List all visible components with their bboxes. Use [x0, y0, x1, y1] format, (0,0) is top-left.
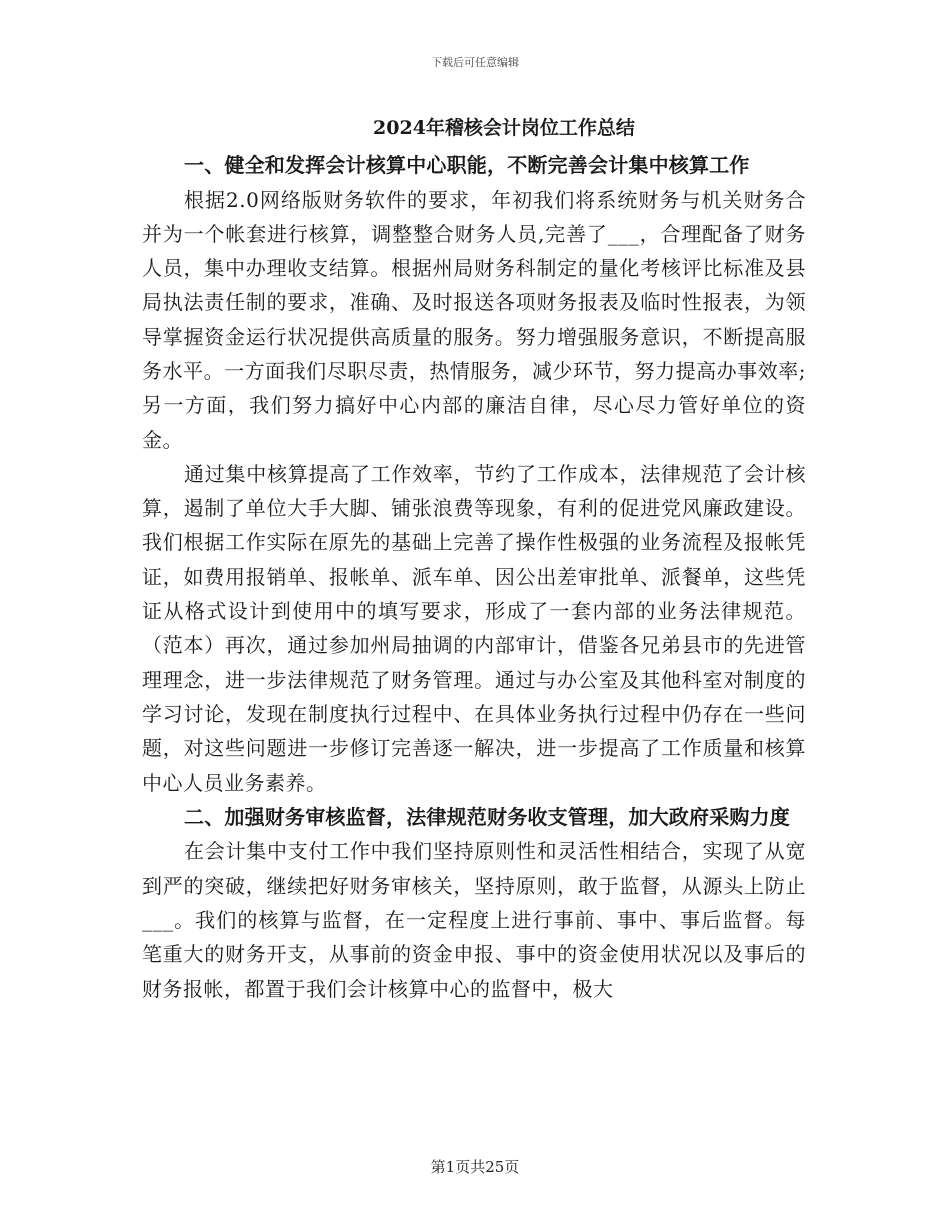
section-heading-2: 二、加强财务审核监督，法律规范财务收支管理，加大政府采购力度: [184, 804, 790, 829]
page-number: 第1页共25页: [430, 1158, 520, 1176]
section-heading-1: 一、健全和发挥会计核算中心职能，不断完善会计集中核算工作: [184, 153, 750, 177]
page-header-note: 下载后可任意编辑: [431, 56, 519, 69]
document-title: 2024年稽核会计岗位工作总结: [373, 117, 635, 139]
paragraph: 在会计集中支付工作中我们坚持原则性和灵活性相结合，实现了从宽到严的突破，继续把好财务审核关，坚持原则，敢于监督，从源头上防止___。我们的核算与监督，在一定程度上进行事前、事中、事后监督。每笔重大的财务开支，从事前的资金申报、事中的资金使用状况以及事后的财务报帐，都置于我们会计核算中心的监督中，极大: [142, 839, 806, 1001]
paragraph: 根据2.0网络版财务软件的要求，年初我们将系统财务与机关财务合并为一个帐套进行核算，调整整合财务人员,完善了___，合理配备了财务人员，集中办理收支结算。根据州局财务科制定的量化考核评比标准及县局执法责任制的要求，准确、及时报送各项财务报表及临时性报表，为领导掌握资金运行状况提供高质量的服务。努力增强服务意识，不断提高服务水平。一方面我们尽职尽责，热情服务，减少环节，努力提高办事效率;另一方面，我们努力搞好中心内部的廉洁自律，尽心尽力管好单位的资金。: [142, 187, 806, 452]
document-body: [142, 112, 806, 1006]
paragraph: 通过集中核算提高了工作效率，节约了工作成本，法律规范了会计核算，遏制了单位大手大脚、铺张浪费等现象，有利的促进党风廉政建设。我们根据工作实际在原先的基础上完善了操作性极强的业务流程及报帐凭证，如费用报销单、报帐单、派车单、因公出差审批单、派餐单，这些凭证从格式设计到使用中的填写要求，形成了一套内部的业务法律规范。（范本）再次，通过参加州局抽调的内部审计，借鉴各兄弟县市的先进管理理念，进一步法律规范了财务管理。通过与办公室及其他科室对制度的学习讨论，发现在制度执行过程中、在具体业务执行过程中仍存在一些问题，对这些问题进一步修订完善逐一解决，进一步提高了工作质量和核算中心人员业务素养。: [142, 461, 806, 795]
